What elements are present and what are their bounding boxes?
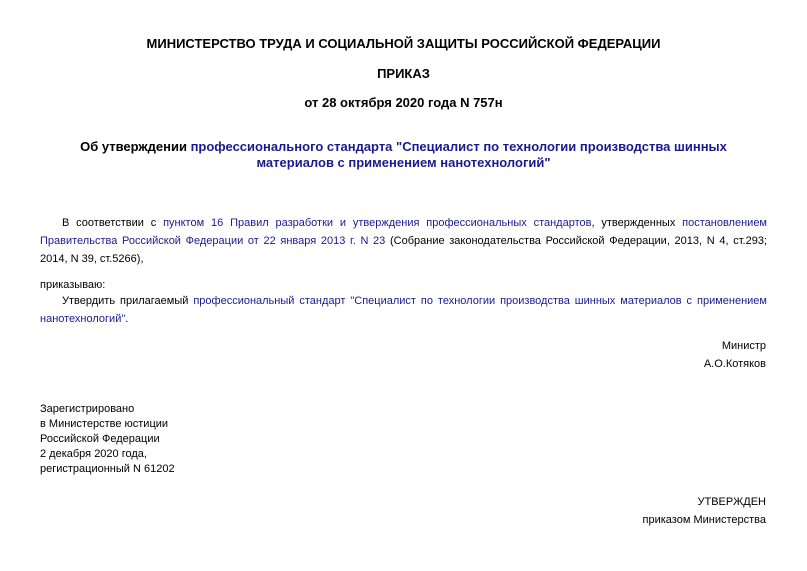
basis-text-3: (Собрание законодательства Российской Федерации, 2013, N 4, ст.293; 2014, N 39, ст.5266), bbox=[40, 235, 768, 265]
title-standard-link[interactable]: профессионального стандарта "Специалист по технологии производства шинных материалов с применением нанотехнологий" bbox=[190, 139, 727, 170]
document-title bbox=[60, 139, 747, 171]
signature-name: А.О.Котяков bbox=[703, 358, 766, 370]
government-decree-link[interactable]: постановлением Правительства Российской Федерации от 22 января 2013 г. N 23 bbox=[40, 217, 767, 247]
registration-line: Зарегистрировано bbox=[40, 403, 135, 415]
signature-block bbox=[704, 337, 766, 373]
professional-standard-link[interactable]: профессиональный стандарт "Специалист по технологии производства шинных материалов с применением нанотехнологий" bbox=[40, 295, 767, 325]
signature-position: Министр bbox=[721, 340, 766, 352]
basis-text-2: , утвержденных bbox=[591, 217, 683, 229]
registration-block bbox=[40, 402, 175, 477]
basis-text-1: В соответствии с bbox=[62, 217, 164, 229]
order-word: приказываю: bbox=[40, 279, 106, 291]
registration-line: Российской Федерации bbox=[40, 433, 160, 445]
registration-line: в Министерстве юстиции bbox=[40, 418, 169, 430]
ministry-heading: МИНИСТЕРСТВО ТРУДА И СОЦИАЛЬНОЙ ЗАЩИТЫ РОССИЙСКОЙ ФЕДЕРАЦИИ bbox=[146, 36, 661, 51]
approved-line-1: УТВЕРЖДЕН bbox=[697, 496, 766, 508]
registration-line: регистрационный N 61202 bbox=[40, 463, 175, 475]
rules-clause-link[interactable]: пунктом 16 Правил разработки и утверждения профессиональных стандартов bbox=[163, 217, 592, 229]
registration-line: 2 декабря 2020 года, bbox=[40, 448, 147, 460]
approve-paragraph bbox=[40, 292, 767, 328]
approve-text-1: Утвердить прилагаемый bbox=[62, 295, 194, 307]
title-prefix: Об утверждении bbox=[80, 139, 191, 154]
approved-line-2: приказом Министерства bbox=[642, 514, 766, 526]
basis-paragraph bbox=[40, 214, 767, 268]
approve-text-2: . bbox=[125, 313, 129, 325]
date-number-heading: от 28 октября 2020 года N 757н bbox=[304, 95, 503, 110]
document-type-heading: ПРИКАЗ bbox=[377, 66, 430, 81]
approved-block bbox=[643, 493, 766, 529]
